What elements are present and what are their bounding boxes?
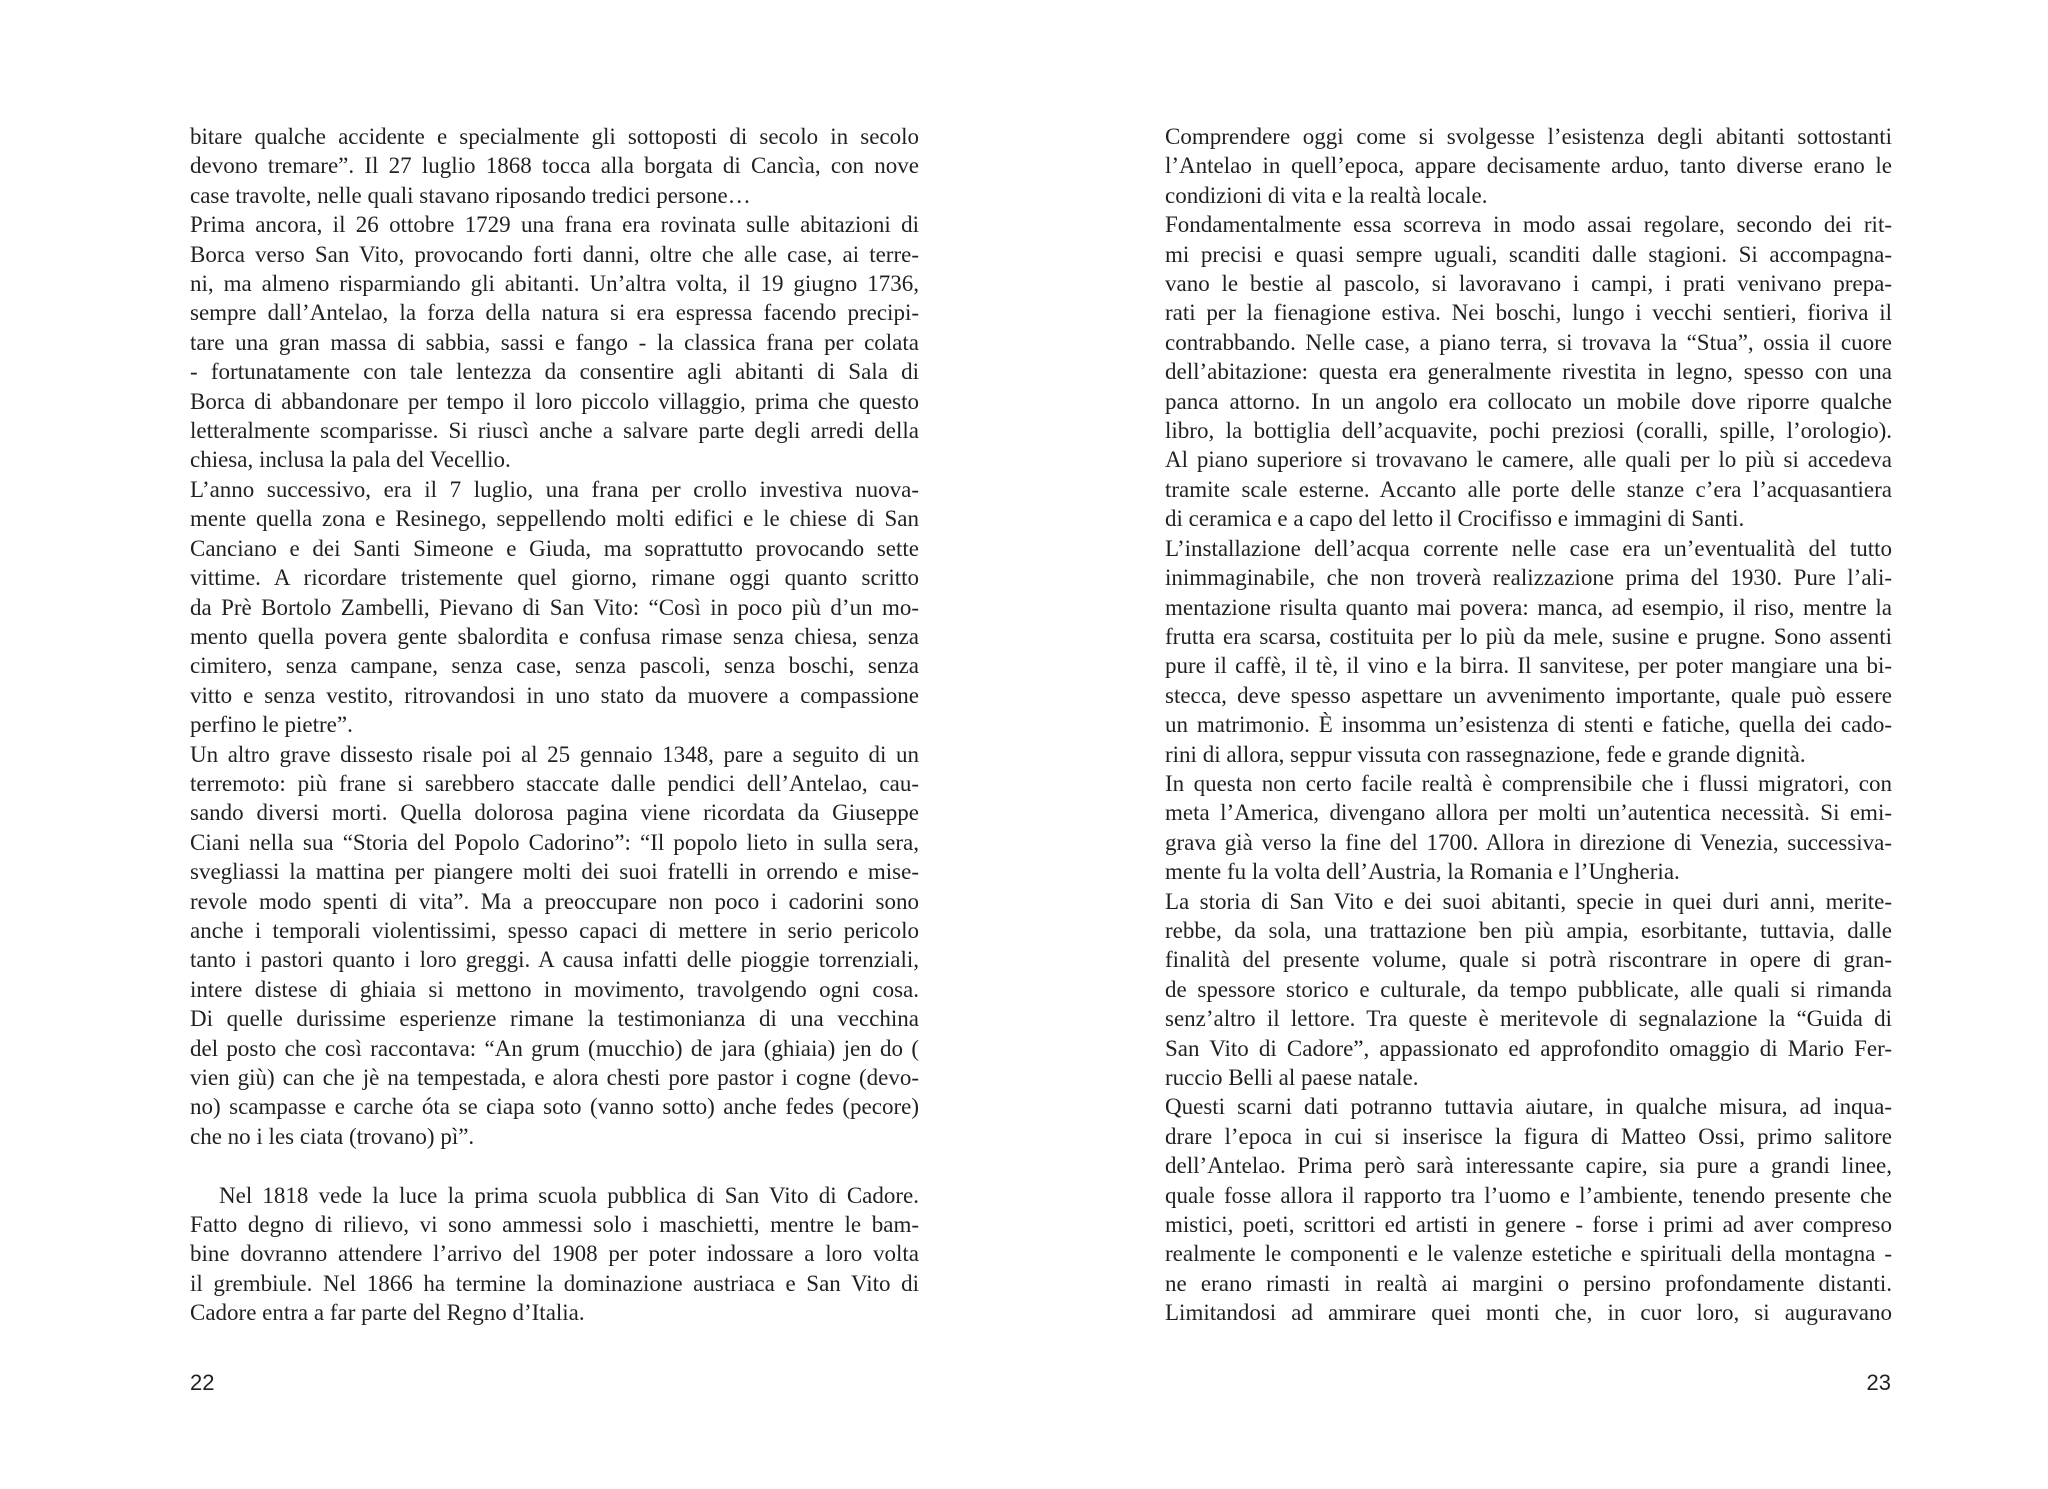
line-text: cimitero, senza campane, senza case, senza pascoli, senza boschi, senza [190,653,919,679]
right-page-text [1165,122,1892,1328]
line-text: de spessore storico e culturale, da tempo pubblicate, alle quali si rimanda [1165,976,1892,1002]
line-text: Canciano e dei Santi Simeone e Giuda, ma soprattutto provocando sette [190,535,919,561]
line-text: vano le bestie al pascolo, si lavoravano i campi, i prati venivano prepa- [1165,271,1892,297]
text-line [190,181,919,210]
line-text: devono tremare”. Il 27 luglio 1868 tocca alla borgata di Cancìa, con nove [190,153,919,179]
line-text: drare l’epoca in cui si inserisce la figura di Matteo Ossi, primo salitore [1165,1123,1892,1149]
text-line [1165,122,1892,151]
line-text: che no i les ciata (trovano) pì”. [190,1123,475,1149]
line-text: il grembiule. Nel 1866 ha termine la dominazione austriaca e San Vito di [190,1270,919,1296]
line-text: perfino le pietre”. [190,712,353,738]
text-line [190,1181,919,1210]
text-line [1165,210,1892,239]
text-line [190,151,919,180]
text-line [190,769,919,798]
text-line [190,563,919,592]
line-text: finalità del presente volume, quale si potrà riscontrare in opere di gran- [1165,947,1892,973]
page-number: 22 [190,1370,215,1395]
left-page-text [190,122,919,1328]
line-text: Ciani nella sua “Storia del Popolo Cadorino”: “Il popolo lieto in sulla sera, [190,829,919,855]
text-line [1165,1034,1892,1063]
text-line [1165,181,1892,210]
text-line [190,504,919,533]
line-text: Limitandosi ad ammirare quei monti che, in cuor loro, si auguravano [1165,1300,1892,1326]
line-text: letteralmente scomparisse. Si riuscì anche a salvare parte degli arredi della [190,418,919,444]
line-text: di ceramica e a capo del letto il Crocifisso e immagini di Santi. [1165,506,1745,532]
text-line [190,269,919,298]
line-text: no) scampasse e carche óta se ciapa soto (vanno sotto) anche fedes (pecore) [190,1094,919,1120]
text-line [190,1004,919,1033]
text-line [190,975,919,1004]
text-line [1165,1210,1892,1239]
line-text: terremoto: più frane si sarebbero staccate dalle pendici dell’Antelao, cau- [190,770,919,796]
text-line [1165,475,1892,504]
line-text: ruccio Belli al paese natale. [1165,1065,1419,1090]
text-line [1165,328,1892,357]
text-line [1165,593,1892,622]
text-line [1165,1298,1892,1327]
line-text: Questi scarni dati potranno tuttavia aiutare, in qualche misura, ad inqua- [1165,1094,1892,1120]
line-text: svegliassi la mattina per piangere molti dei suoi fratelli in orrendo e mise- [190,859,919,885]
text-line [190,475,919,504]
line-text: mentazione risulta quanto mai povera: manca, ad esempio, il riso, mentre la [1165,594,1892,620]
text-line [190,445,919,474]
line-text: vitto e senza vestito, ritrovandosi in uno stato da muovere a compassione [190,682,919,708]
line-text: pure il caffè, il tè, il vino e la birra. Il sanvitese, per poter mangiare una bi- [1165,653,1892,679]
paragraph [1165,122,1892,210]
text-line [1165,1151,1892,1180]
line-text: realmente le componenti e le valenze estetiche e spirituali della montagna - [1165,1241,1892,1267]
text-line [190,740,919,769]
line-text: stecca, deve spesso aspettare un avvenimento importante, quale può essere [1165,682,1892,708]
text-line [190,1269,919,1298]
line-text: tramite scale esterne. Accanto alle porte delle stanze c’era l’acquasantiera [1165,476,1892,502]
text-line [190,651,919,680]
line-text: chiesa, inclusa la pala del Vecellio. [190,447,511,473]
paragraph [190,740,919,1152]
page-number: 23 [1866,1370,1891,1395]
line-text: Borca verso San Vito, provocando forti danni, oltre che alle case, ai terre- [190,241,919,267]
text-line [190,857,919,886]
text-line [190,1122,919,1151]
line-text: contrabbando. Nelle case, a piano terra, si trovava la “Stua”, ossia il cuore [1165,329,1892,355]
text-line [190,328,919,357]
text-line [1165,740,1892,769]
line-text: tare una gran massa di sabbia, sassi e fango - la classica frana per colata [190,329,919,355]
line-text: un matrimonio. È insomma un’esistenza di stenti e fatiche, quella dei cado- [1165,712,1892,738]
text-line [190,387,919,416]
text-line [1165,1269,1892,1298]
line-text: dell’abitazione: questa era generalmente rivestita in legno, spesso con una [1165,359,1892,385]
paragraph [1165,534,1892,769]
text-line [1165,1122,1892,1151]
text-line [1165,945,1892,974]
paragraph [190,122,919,210]
text-line [1165,857,1892,886]
text-line [190,1298,919,1327]
line-text: L’installazione dell’acqua corrente nelle case era un’eventualità del tutto [1165,535,1892,561]
text-line [190,1210,919,1239]
text-line [1165,975,1892,1004]
text-line [190,710,919,739]
text-line [1165,1092,1892,1121]
line-text: Fatto degno di rilievo, vi sono ammessi solo i maschietti, mentre le bam- [190,1212,919,1238]
line-text: frutta era scarsa, costituita per lo più da mele, susine e prugne. Sono assenti [1165,623,1892,649]
line-text: sando diversi morti. Quella dolorosa pagina viene ricordata da Giuseppe [190,800,919,826]
text-line [1165,1239,1892,1268]
line-text: intere distese di ghiaia si mettono in movimento, travolgendo ogni cosa. [190,976,919,1002]
text-line [190,298,919,327]
line-text: L’anno successivo, era il 7 luglio, una frana per crollo investiva nuova- [190,476,919,502]
text-line [1165,798,1892,827]
line-text: meta l’America, divengano allora per molti un’autentica necessità. Si emi- [1165,800,1892,826]
text-line [1165,887,1892,916]
text-line [190,681,919,710]
text-line [1165,504,1892,533]
line-text: case travolte, nelle quali stavano riposando tredici persone… [190,182,751,208]
text-line [1165,416,1892,445]
line-text: Borca di abbandonare per tempo il loro piccolo villaggio, prima che questo [190,388,919,414]
line-text: mente fu la volta dell’Austria, la Romania e l’Ungheria. [1165,859,1680,885]
line-text: grava già verso la fine del 1700. Allora in direzione di Venezia, successiva- [1165,829,1892,855]
line-text: - fortunatamente con tale lentezza da consentire agli abitanti di Sala di [190,359,919,385]
line-text: Comprendere oggi come si svolgesse l’esistenza degli abitanti sottostanti [1165,124,1892,149]
text-line [1165,240,1892,269]
line-text: ni, ma almeno risparmiando gli abitanti. Un’altra volta, il 19 giugno 1736, [190,271,919,297]
line-text: mente quella zona e Resinego, seppellendo molti edifici e le chiese di San [190,506,919,532]
paragraph [1165,769,1892,887]
line-text: rebbe, da sola, una trattazione ben più ampia, esorbitante, tuttavia, dalle [1165,917,1892,943]
line-text: l’Antelao in quell’epoca, appare decisamente arduo, tanto diverse erano le [1165,153,1892,179]
line-text: In questa non certo facile realtà è comprensibile che i flussi migratori, con [1165,770,1892,796]
paragraph [190,475,919,740]
line-text: tanto i pastori quanto i loro greggi. A causa infatti delle pioggie torrenziali, [190,947,919,973]
text-line [190,1092,919,1121]
line-text: mento quella povera gente sbalordita e confusa rimase senza chiesa, senza [190,623,919,649]
text-line [190,416,919,445]
text-line [1165,1004,1892,1033]
text-line [1165,357,1892,386]
line-text: sempre dall’Antelao, la forza della natura si era espressa facendo precipi- [190,300,919,326]
line-text: La storia di San Vito e dei suoi abitanti, specie in quei duri anni, merite- [1165,888,1892,914]
text-line [190,593,919,622]
text-line [1165,1063,1892,1092]
text-line [1165,710,1892,739]
text-line [1165,445,1892,474]
line-text: Cadore entra a far parte del Regno d’Italia. [190,1300,585,1326]
paragraph [1165,210,1892,533]
line-text: Nel 1818 vede la luce la prima scuola pubblica di San Vito di Cadore. [219,1182,919,1208]
line-text: vien giù) can che jè na tempestada, e alora chesti pore pastor i cogne (devo- [190,1065,919,1090]
text-line [1165,622,1892,651]
line-text: mi precisi e quasi sempre uguali, scanditi dalle stagioni. Si accompagna- [1165,241,1892,267]
text-line [190,828,919,857]
line-text: ne erano rimasti in realtà ai margini o persino profondamente distanti. [1165,1270,1892,1296]
line-text: Prima ancora, il 26 ottobre 1729 una frana era rovinata sulle abitazioni di [190,212,919,238]
text-line [190,1239,919,1268]
text-line [1165,151,1892,180]
line-text: panca attorno. In un angolo era collocato un mobile dove riporre qualche [1165,388,1892,414]
line-text: bitare qualche accidente e specialmente gli sottoposti di secolo in secolo [190,124,919,149]
text-line [1165,651,1892,680]
line-text: quale fosse allora il rapporto tra l’uomo e l’ambiente, tenendo presente che [1165,1182,1892,1208]
line-text: del posto che così raccontava: “An grum (mucchio) de jara (ghiaia) jen do ( [190,1035,919,1061]
paragraph [190,1181,919,1328]
text-line [190,240,919,269]
right-page [1024,0,2048,1489]
line-text: Fondamentalmente essa scorreva in modo assai regolare, secondo dei rit- [1165,212,1892,238]
text-line [1165,828,1892,857]
line-text: dell’Antelao. Prima però sarà interessante capire, sia pure a grandi linee, [1165,1153,1892,1179]
line-text: San Vito di Cadore”, appassionato ed approfondito omaggio di Mario Fer- [1165,1035,1892,1061]
text-line [190,1034,919,1063]
line-text: da Prè Bortolo Zambelli, Pievano di San Vito: “Così in poco più d’un mo- [190,594,919,620]
line-text: bine dovranno attendere l’arrivo del 1908 per poter indossare a loro volta [190,1241,919,1267]
text-line [1165,916,1892,945]
text-line [190,122,919,151]
line-text: Un altro grave dissesto risale poi al 25 gennaio 1348, pare a seguito di un [190,741,919,767]
line-text: inimmaginabile, che non troverà realizzazione prima del 1930. Pure l’ali- [1165,565,1892,591]
text-line [1165,298,1892,327]
line-text: libro, la bottiglia dell’acquavite, pochi preziosi (coralli, spille, l’orologio). [1165,418,1892,444]
line-text: rini di allora, seppur vissuta con rassegnazione, fede e grande dignità. [1165,741,1806,767]
text-line [190,622,919,651]
text-line [190,916,919,945]
text-line [1165,563,1892,592]
text-line [190,798,919,827]
text-line [1165,387,1892,416]
line-text: Di quelle durissime esperienze rimane la testimonianza di una vecchina [190,1006,919,1032]
text-line [190,357,919,386]
line-text: mistici, poeti, scrittori ed artisti in genere - forse i primi ad aver compreso [1165,1212,1892,1238]
line-text: Al piano superiore si trovavano le camere, alle quali per lo più si accedeva [1165,447,1892,473]
text-line [1165,269,1892,298]
line-text: vittime. A ricordare tristemente quel giorno, rimane oggi quanto scritto [190,565,919,591]
text-line [1165,769,1892,798]
text-line [1165,534,1892,563]
paragraph [1165,887,1892,1093]
text-line [190,945,919,974]
line-text: revole modo spenti di vita”. Ma a preoccupare non poco i cadorini sono [190,888,919,914]
text-line [190,887,919,916]
text-line [190,534,919,563]
paragraph [190,210,919,475]
text-line [190,1063,919,1092]
paragraph [1165,1092,1892,1327]
text-line [1165,681,1892,710]
line-text: condizioni di vita e la realtà locale. [1165,182,1488,208]
line-text: senz’altro il lettore. Tra queste è meritevole di segnalazione la “Guida di [1165,1006,1892,1032]
text-line [1165,1181,1892,1210]
line-text: anche i temporali violentissimi, spesso capaci di mettere in serio pericolo [190,917,919,943]
text-line [190,210,919,239]
line-text: rati per la fienagione estiva. Nei boschi, lungo i vecchi sentieri, fioriva il [1165,300,1892,326]
